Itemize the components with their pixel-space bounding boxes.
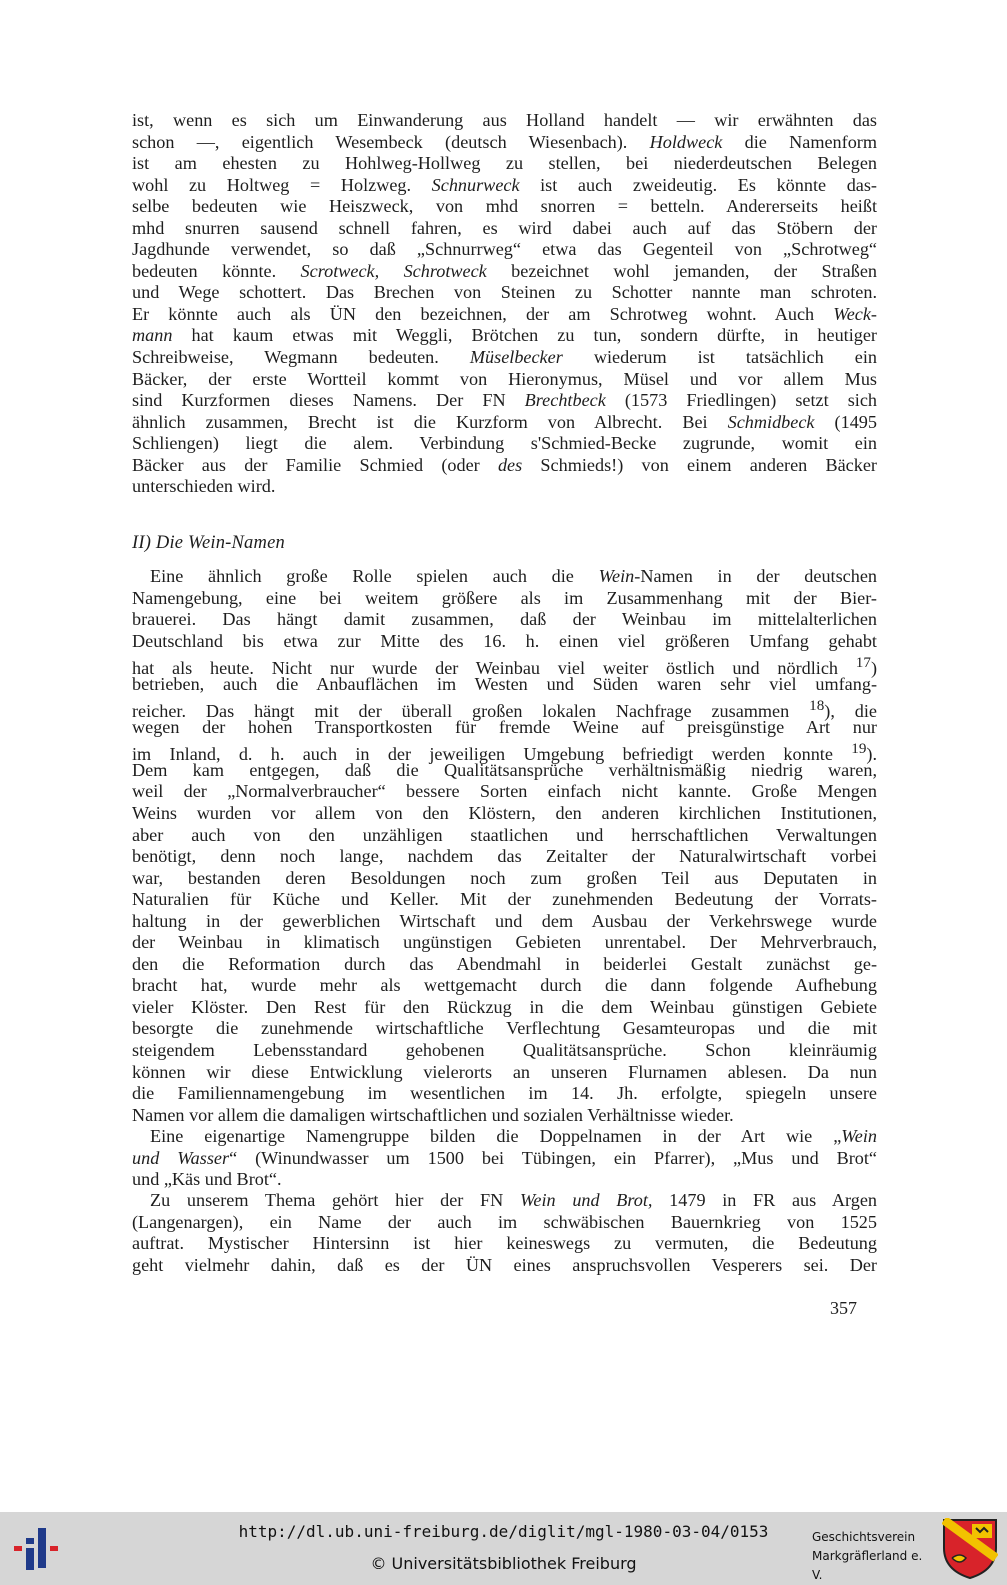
text-line: schon —, eigentlich Wesembeck (deutsch Wiesenbach). Holdweck die Namenform <box>132 131 877 152</box>
text-line: der Weinbau in klimatisch ungünstigen Gebieten unrentabel. Der Mehrverbrauch, <box>132 932 877 953</box>
text-line: geht vielmehr dahin, daß es der ÜN eines anspruchsvollen Vesperers sei. Der <box>132 1254 877 1275</box>
text-line: weil der „Normalverbraucher“ bessere Sorten einfach nicht kannte. Große Mengen <box>132 781 877 802</box>
text-line: im Inland, d. h. auch in der jeweiligen Umgebung befriedigt werden konnte $^{19}$). <box>132 740 877 765</box>
text-line: sind Kurzformen dieses Namens. Der FN Brechtbeck (1573 Friedlingen) setzt sich <box>132 390 877 411</box>
text-line: benötigt, denn noch lange, nachdem das Zeitalter der Naturalwirtschaft vorbei <box>132 846 877 867</box>
text-line: ist, wenn es sich um Einwanderung aus Holland handelt — wir erwähnten das <box>132 110 877 130</box>
text-line: Dem kam entgegen, daß die Qualitätsansprüche verhältnismäßig niedrig waren, <box>132 759 877 780</box>
text-line: besorgte die zunehmende wirtschaftliche Verflechtung Gesamteuropas und die mit <box>132 1018 877 1039</box>
paragraph-4 <box>132 1190 877 1276</box>
text-line: selbe bedeuten wie Heiszweck, von mhd snorren = betteln. Andererseits heißt <box>132 196 877 217</box>
society-line-1: Geschichtsverein <box>812 1530 916 1544</box>
text-line: bracht hat, wurde mehr als wettgemacht durch die dann folgende Aufhebung <box>132 975 877 996</box>
text-line: unterschieden wird. <box>132 476 276 497</box>
society-line-2: Markgräflerland e. V. <box>812 1549 923 1582</box>
text-line: den die Reformation durch das Abendmahl in beiderlei Gestalt zunächst ge- <box>132 953 877 974</box>
section-heading: II) Die Wein-Namen <box>132 533 285 553</box>
text-line: Zu unserem Thema gehört hier der FN Wein und Brot, 1479 in FR aus Argen <box>150 1190 877 1210</box>
society-name <box>812 1528 932 1585</box>
text-line: Er könnte auch als ÜN den bezeichnen, der am Schrotweg wohnt. Auch Weck- <box>132 303 877 324</box>
text-line: und „Käs und Brot“. <box>132 1169 282 1190</box>
text-line: Weins wurden vor allem von den Klöstern, den anderen kirchlichen Institutionen, <box>132 803 877 824</box>
text-line: auftrat. Mystischer Hintersinn ist hier keineswegs zu vermuten, die Bedeutung <box>132 1233 877 1254</box>
society-crest-icon <box>942 1518 998 1580</box>
text-line: Schreibweise, Wegmann bedeuten. Müselbecker wiederum ist tatsächlich ein <box>132 347 877 368</box>
text-line: hat als heute. Nicht nur wurde der Weinbau viel weiter östlich und nördlich $^{17}$) <box>132 654 877 679</box>
text-line: war, bestanden deren Besoldungen noch zum großen Teil aus Deputaten in <box>132 867 877 888</box>
page-number: 357 <box>830 1298 857 1318</box>
paragraph-1 <box>132 110 877 498</box>
text-line: die Familiennamengebung im wesentlichen im 14. Jh. erfolgte, spiegeln unsere <box>132 1083 877 1104</box>
text-line: Namen vor allem die damaligen wirtschaftlichen und sozialen Verhältnisse wieder. <box>132 1104 734 1125</box>
text-line: wegen der hohen Transportkosten für fremde Weine auf preisgünstige Art nur <box>132 716 877 737</box>
text-line: mann hat kaum etwas mit Weggli, Brötchen zu tun, sondern dürfte, in heutiger <box>132 325 877 346</box>
text-line: wohl zu Holtweg = Holzweg. Schnurweck ist auch zweideutig. Es könnte das- <box>132 174 877 195</box>
text-line: Eine eigenartige Namengruppe bilden die Doppelnamen in der Art wie „Wein <box>150 1126 877 1146</box>
text-line: betrieben, auch die Anbauflächen im Westen und Süden waren sehr viel umfang- <box>132 673 877 694</box>
text-line: Deutschland bis etwa zur Mitte des 16. h. einen viel größeren Umfang gehabt <box>132 630 877 651</box>
footer-copyright: © Universitätsbibliothek Freiburg <box>370 1554 637 1573</box>
paragraph-2 <box>132 566 877 1126</box>
text-line: vieler Klöster. Den Rest für den Rückzug in die dem Weinbau günstigen Gebiete <box>132 996 877 1017</box>
text-line: Bäcker, der erste Wortteil kommt von Hieronymus, Müsel und vor allem Mus <box>132 368 877 389</box>
text-line: und Wege schottert. Das Brechen von Steinen zu Schotter nannte man schroten. <box>132 282 877 303</box>
text-line: ist am ehesten zu Hohlweg-Hollweg zu stellen, bei niederdeutschen Belegen <box>132 153 877 174</box>
text-line: steigendem Lebensstandard gehobenen Qualitätsansprüche. Schon kleinräumig <box>132 1040 877 1061</box>
text-line: haltung in der gewerblichen Wirtschaft und dem Ausbau der Verkehrswege wurde <box>132 910 877 931</box>
text-line: mhd snurren sausend schnell fahren, es wird dabei auch auf das Stöbern der <box>132 217 877 238</box>
text-line: bedeuten könnte. Scrotweck, Schrotweck bezeichnet wohl jemanden, der Straßen <box>132 260 877 281</box>
text-line: und Wasser“ (Winundwasser um 1500 bei Tübingen, ein Pfarrer), „Mus und Brot“ <box>132 1147 877 1168</box>
text-line: ähnlich zusammen, Brecht ist die Kurzform von Albrecht. Bei Schmidbeck (1495 <box>132 411 877 432</box>
text-line: (Langenargen), ein Name der auch im schwäbischen Bauernkrieg von 1525 <box>132 1211 877 1232</box>
text-line: reicher. Das hängt mit der überall großen lokalen Nachfrage zusammen $^{18}$), die <box>132 697 877 722</box>
text-line: Jagdhunde verwendet, so daß „Schnurrweg“ etwa das Gegenteil von „Schrotweg“ <box>132 239 877 260</box>
paragraph-3 <box>132 1126 877 1191</box>
text-line: brauerei. Das hängt damit zusammen, daß der Weinbau im mittelalterlichen <box>132 609 877 630</box>
text-line: aber auch von den unzähligen staatlichen und herrschaftlichen Verwaltungen <box>132 824 877 845</box>
text-line: können wir diese Entwicklung vielerorts an unseren Flurnamen ablesen. Da nun <box>132 1061 877 1082</box>
text-line: Namengebung, eine bei weitem größere als im Zusammenhang mit der Bier- <box>132 587 877 608</box>
text-line: Schliengen) liegt die alem. Verbindung s'Schmied-Becke zugrunde, womit ein <box>132 433 877 454</box>
footer-url[interactable]: http://dl.ub.uni-freiburg.de/diglit/mgl-1980-03-04/0153 <box>238 1522 769 1541</box>
text-line: Bäcker aus der Familie Schmied (oder des Schmieds!) von einem anderen Bäcker <box>132 454 877 475</box>
text-line: Eine ähnlich große Rolle spielen auch die Wein-Namen in der deutschen <box>150 566 877 586</box>
text-line: Naturalien für Küche und Keller. Mit der zunehmenden Bedeutung der Vorrats- <box>132 889 877 910</box>
footer-bar <box>0 1512 1007 1585</box>
